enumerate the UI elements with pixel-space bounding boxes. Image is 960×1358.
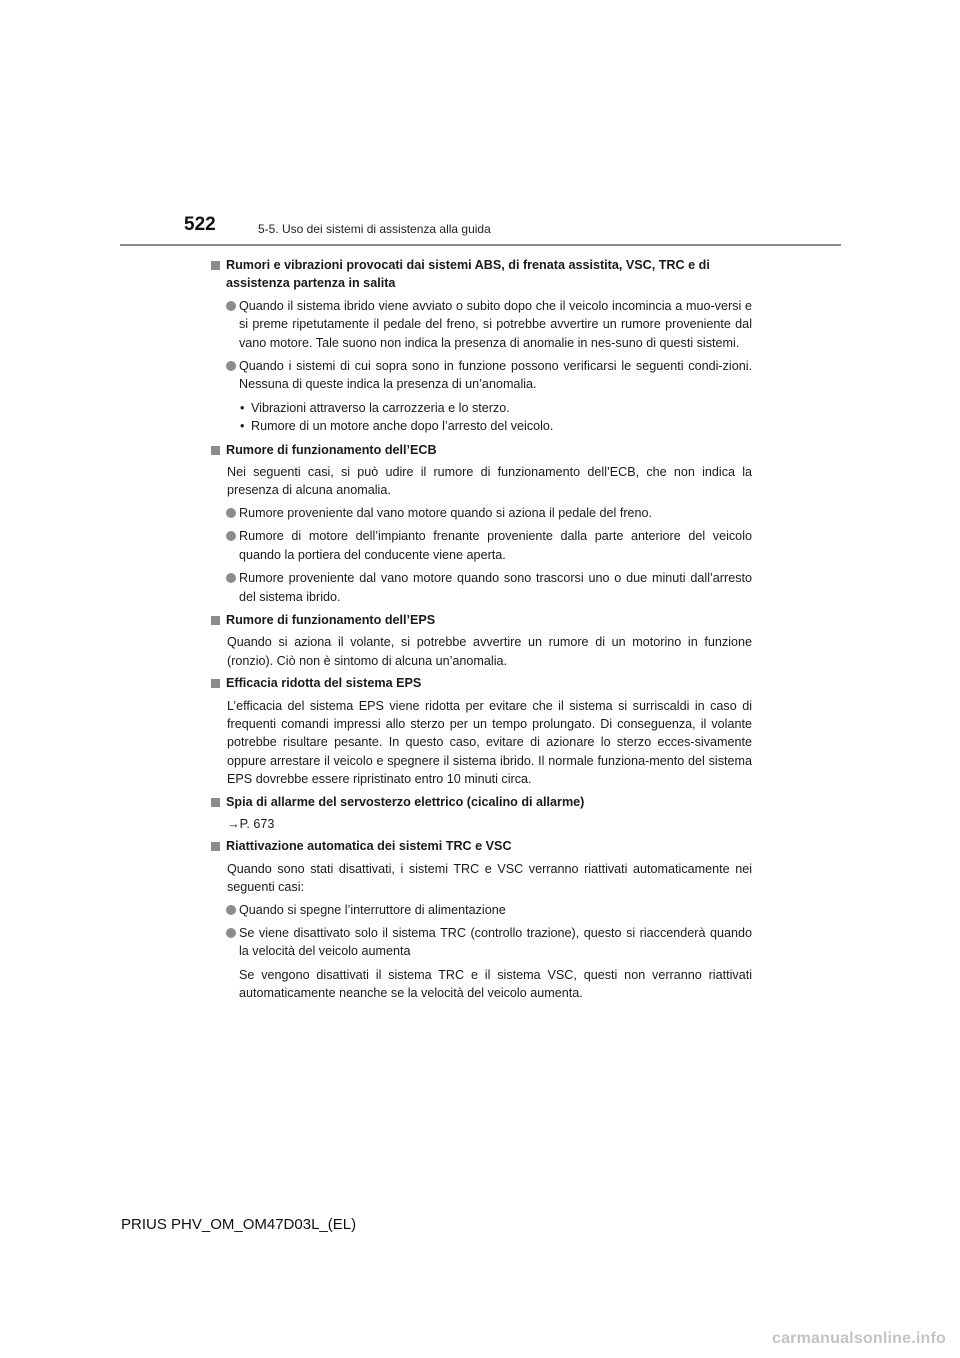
bullet-item <box>210 357 752 394</box>
page-number: 522 <box>184 214 216 235</box>
circle-bullet-icon <box>226 508 236 518</box>
section-heading <box>210 256 752 293</box>
section-eps-noise <box>210 611 752 670</box>
section-trc-vsc-reactivation <box>210 837 752 1002</box>
sub-list-text: Vibrazioni attraverso la carrozzeria e lo sterzo. <box>251 400 510 415</box>
bullet-text: Rumore proveniente dal vano motore quando si aziona il pedale del freno. <box>239 505 653 520</box>
bullet-item <box>210 297 752 352</box>
section-heading <box>210 674 752 692</box>
dot-marker-icon: • <box>240 419 245 434</box>
page-reference-link[interactable]: →P. 673 <box>227 816 275 831</box>
square-bullet-icon <box>211 261 220 270</box>
section-subparagraph: Se vengono disattivati il sistema TRC e il sistema VSC, questi non verranno riattivati automaticamente neanche se la velocità del veicolo aumenta. <box>239 967 752 1001</box>
sub-list-text: Rumore di un motore anche dopo l’arresto del veicolo. <box>251 419 554 434</box>
header-rule <box>120 244 841 246</box>
section-abs-noise <box>210 256 752 436</box>
section-heading <box>210 611 752 629</box>
section-paragraph: Nei seguenti casi, si può udire il rumore di funzionamento dell’ECB, che non indica la presenza di alcuna anomalia. <box>227 465 752 498</box>
sub-list-item <box>210 399 752 417</box>
section-paragraph: Quando si aziona il volante, si potrebbe avvertire un rumore di un motorino in funzione (ronzio). Ciò non è sintomo di alcuna un’anomalia. <box>227 635 752 668</box>
dot-marker-icon: • <box>240 400 245 415</box>
bullet-item <box>210 569 752 606</box>
sub-list <box>210 399 752 436</box>
section-heading <box>210 441 752 459</box>
section-eps-reduced <box>210 674 752 788</box>
heading-text: Rumore di funzionamento dell’EPS <box>226 612 436 627</box>
heading-text: Riattivazione automatica dei sistemi TRC e VSC <box>226 839 512 854</box>
circle-bullet-icon <box>226 928 236 938</box>
square-bullet-icon <box>211 616 220 625</box>
circle-bullet-icon <box>226 573 236 583</box>
square-bullet-icon <box>211 798 220 807</box>
section-ecb-noise <box>210 441 752 606</box>
square-bullet-icon <box>211 679 220 688</box>
page-content <box>210 256 752 1007</box>
section-eps-warning <box>210 793 752 834</box>
section-title: 5-5. Uso dei sistemi di assistenza alla guida <box>258 222 491 236</box>
heading-text: Rumori e vibrazioni provocati dai sistemi ABS, di frenata assistita, VSC, TRC e di assistenza partenza in salita <box>226 258 710 291</box>
bullet-text: Rumore proveniente dal vano motore quando sono trascorsi uno o due minuti dall’arresto del sistema ibrido. <box>239 571 752 604</box>
square-bullet-icon <box>211 446 220 455</box>
circle-bullet-icon <box>226 361 236 371</box>
bullet-text: Se viene disattivato solo il sistema TRC (controllo trazione), questo si riaccenderà quando la velocità del veicolo aumenta <box>239 926 752 959</box>
watermark: carmanualsonline.info <box>771 1330 946 1347</box>
bullet-text: Rumore di motore dell’impianto frenante proveniente dalla parte anteriore del veicolo quando la portiera del conducente viene aperta. <box>239 529 752 562</box>
bullet-item <box>210 924 752 961</box>
sub-list-item <box>210 417 752 435</box>
heading-text: Rumore di funzionamento dell’ECB <box>226 442 437 457</box>
circle-bullet-icon <box>226 905 236 915</box>
bullet-text: Quando si spegne l’interruttore di alimentazione <box>239 902 506 917</box>
document-code: PRIUS PHV_OM_OM47D03L_(EL) <box>121 1216 357 1233</box>
bullet-item <box>210 504 752 522</box>
section-heading <box>210 837 752 855</box>
bullet-text: Quando i sistemi di cui sopra sono in funzione possono verificarsi le seguenti condi-zioni. Nessuna di queste indica la presenza di un’anomalia. <box>239 359 752 392</box>
section-paragraph: L’efficacia del sistema EPS viene ridotta per evitare che il sistema si surriscaldi in caso di frequenti comandi impressi allo sterzo per un tempo prolungato. Di conseguenza, il volante potrebbe risultare pesante. In questo caso, evitare di azionare lo sterzo ecces-sivamente oppure arrestare il veicolo e spegnere il sistema ibrido. Il normale funziona-mento del sistema EPS dovrebbe essere ripristinato entro 10 minuti circa. <box>227 698 752 787</box>
section-heading <box>210 793 752 811</box>
section-paragraph: Quando sono stati disattivati, i sistemi TRC e VSC verranno riattivati automaticamente nei seguenti casi: <box>227 861 752 895</box>
heading-text: Spia di allarme del servosterzo elettrico (cicalino di allarme) <box>226 794 585 809</box>
circle-bullet-icon <box>226 531 236 541</box>
bullet-item <box>210 527 752 564</box>
square-bullet-icon <box>211 842 220 851</box>
heading-text: Efficacia ridotta del sistema EPS <box>226 676 422 691</box>
bullet-text: Quando il sistema ibrido viene avviato o subito dopo che il veicolo incomincia a muo-versi e si preme ripetutamente il pedale del freno, si potrebbe avvertire un rumore proveniente dal vano motore. Tale suono non indica la presenza di anomalie in nes-suno di questi sistemi. <box>239 298 752 350</box>
bullet-item <box>210 901 752 919</box>
circle-bullet-icon <box>226 301 236 311</box>
